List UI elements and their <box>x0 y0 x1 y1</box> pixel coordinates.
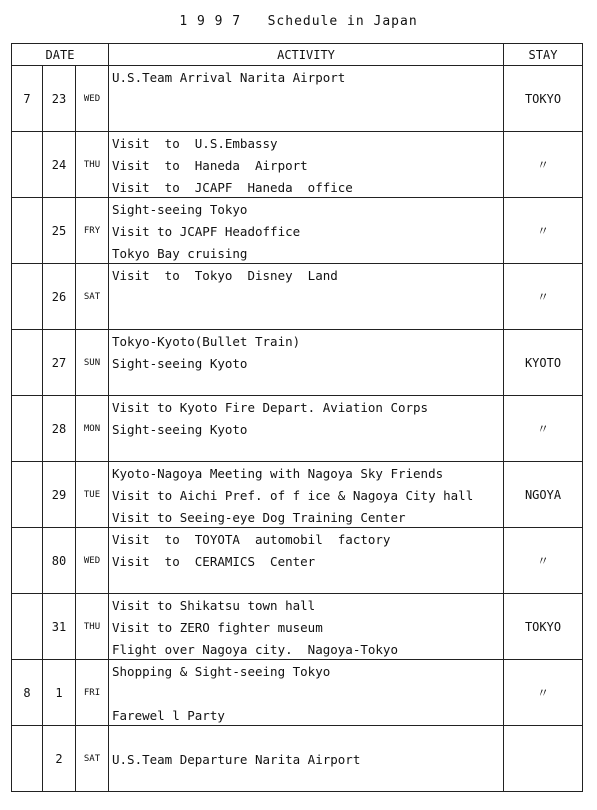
day-cell: 25 <box>43 198 76 264</box>
day-cell: 1 <box>43 660 76 726</box>
day-cell: 2 <box>43 726 76 792</box>
activity-line: Visit to U.S.Embassy <box>112 136 278 151</box>
month-cell <box>12 264 43 330</box>
activity-cell <box>109 528 504 594</box>
table-row <box>12 396 583 462</box>
day-cell: 31 <box>43 594 76 660</box>
stay-cell: TOKYO <box>504 66 583 132</box>
activity-line: Sight-seeing Tokyo <box>112 202 248 217</box>
activity-cell <box>109 462 504 528</box>
day-cell: 24 <box>43 132 76 198</box>
activity-cell <box>109 330 504 396</box>
weekday-cell: MON <box>76 396 109 462</box>
stay-cell: 〃 <box>504 264 583 330</box>
table-row <box>12 264 583 330</box>
month-cell <box>12 594 43 660</box>
weekday-cell: SUN <box>76 330 109 396</box>
table-row <box>12 660 583 726</box>
stay-cell: 〃 <box>504 132 583 198</box>
table-row <box>12 198 583 264</box>
month-cell <box>12 528 43 594</box>
stay-cell: 〃 <box>504 660 583 726</box>
month-cell <box>12 198 43 264</box>
weekday-cell: THU <box>76 132 109 198</box>
stay-cell: 〃 <box>504 528 583 594</box>
activity-cell <box>109 66 504 132</box>
activity-line: Visit to Seeing-eye Dog Training Center <box>112 510 406 525</box>
activity-line: Visit to Tokyo Disney Land <box>112 268 338 283</box>
day-cell: 27 <box>43 330 76 396</box>
header-row <box>12 44 583 66</box>
day-cell: 26 <box>43 264 76 330</box>
activity-line: Visit to TOYOTA automobil factory <box>112 532 391 547</box>
day-cell: 29 <box>43 462 76 528</box>
stay-cell <box>504 726 583 792</box>
month-cell <box>12 330 43 396</box>
activity-line: Sight-seeing Kyoto <box>112 356 248 371</box>
stay-cell: KYOTO <box>504 330 583 396</box>
activity-line: U.S.Team Arrival Narita Airport <box>112 70 346 85</box>
month-cell <box>12 726 43 792</box>
month-cell <box>12 396 43 462</box>
day-cell: 23 <box>43 66 76 132</box>
table-row <box>12 726 583 792</box>
table-row <box>12 528 583 594</box>
weekday-cell: FRI <box>76 660 109 726</box>
month-cell: 7 <box>12 66 43 132</box>
activity-line: Shopping & Sight-seeing Tokyo <box>112 664 331 679</box>
activity-line: Visit to Aichi Pref. of f ice & Nagoya City hall <box>112 488 474 503</box>
activity-line: Sight-seeing Kyoto <box>112 422 248 437</box>
activity-line: Visit to Shikatsu town hall <box>112 598 316 613</box>
weekday-cell: TUE <box>76 462 109 528</box>
activity-line: Visit to JCAPF Haneda office <box>112 180 353 195</box>
month-cell <box>12 132 43 198</box>
weekday-cell: WED <box>76 528 109 594</box>
weekday-cell: WED <box>76 66 109 132</box>
header-date: DATE <box>12 44 109 66</box>
activity-line: Tokyo-Kyoto(Bullet Train) <box>112 334 301 349</box>
day-cell: 28 <box>43 396 76 462</box>
activity-line: U.S.Team Departure Narita Airport <box>112 752 361 767</box>
activity-line: Visit to JCAPF Headoffice <box>112 224 301 239</box>
stay-cell: 〃 <box>504 198 583 264</box>
schedule-table <box>11 43 583 792</box>
activity-cell <box>109 594 504 660</box>
weekday-cell: THU <box>76 594 109 660</box>
table-row <box>12 66 583 132</box>
activity-cell <box>109 198 504 264</box>
month-cell: 8 <box>12 660 43 726</box>
activity-line: Flight over Nagoya city. Nagoya-Tokyo <box>112 642 398 657</box>
activity-cell <box>109 726 504 792</box>
activity-line: Tokyo Bay cruising <box>112 246 248 261</box>
day-cell: 80 <box>43 528 76 594</box>
table-row <box>12 330 583 396</box>
weekday-cell: SAT <box>76 264 109 330</box>
table-row <box>12 594 583 660</box>
activity-line: Farewel l Party <box>112 708 225 723</box>
activity-cell <box>109 264 504 330</box>
activity-line: Visit to Kyoto Fire Depart. Aviation Corps <box>112 400 429 415</box>
page-title: 1 9 9 7 Schedule in Japan <box>179 14 418 29</box>
weekday-cell: SAT <box>76 726 109 792</box>
activity-cell <box>109 660 504 726</box>
table-row <box>12 132 583 198</box>
activity-cell <box>109 396 504 462</box>
header-stay: STAY <box>504 44 583 66</box>
weekday-cell: FRY <box>76 198 109 264</box>
activity-line: Kyoto-Nagoya Meeting with Nagoya Sky Friends <box>112 466 444 481</box>
stay-cell: 〃 <box>504 396 583 462</box>
table-row <box>12 462 583 528</box>
activity-cell <box>109 132 504 198</box>
activity-line: Visit to Haneda Airport <box>112 158 308 173</box>
header-activity: ACTIVITY <box>109 44 504 66</box>
month-cell <box>12 462 43 528</box>
activity-line: Visit to CERAMICS Center <box>112 554 316 569</box>
stay-cell: TOKYO <box>504 594 583 660</box>
stay-cell: NGOYA <box>504 462 583 528</box>
activity-line: Visit to ZERO fighter museum <box>112 620 323 635</box>
